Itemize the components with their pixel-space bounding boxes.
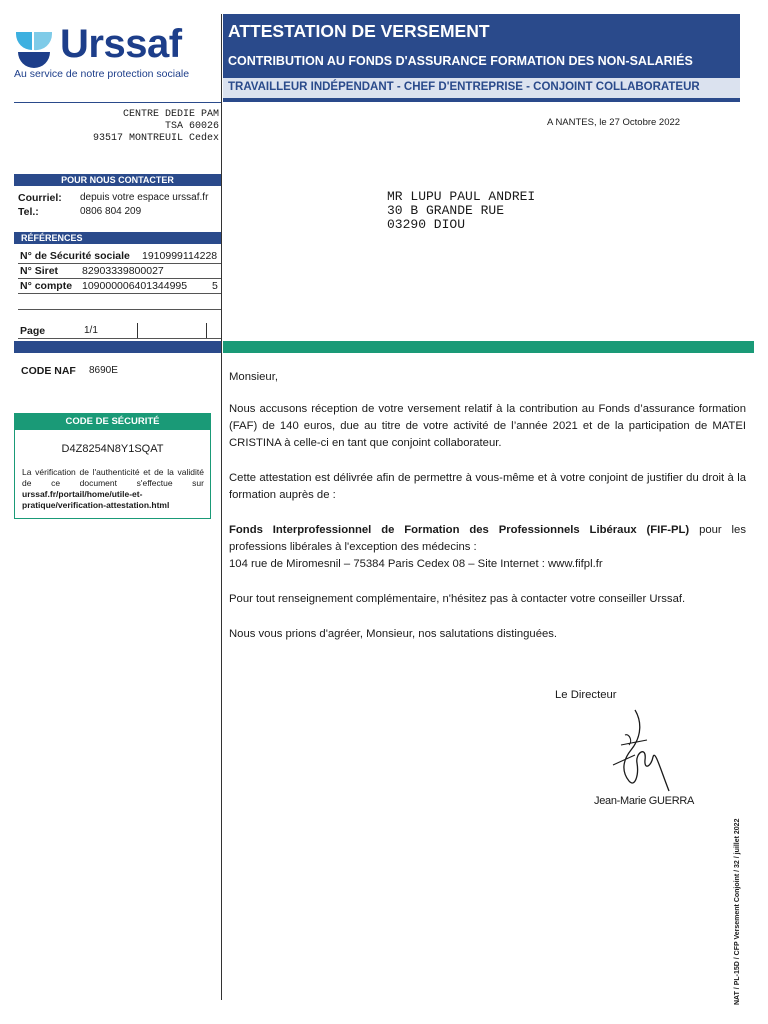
secu-value: 1910999114228 <box>142 250 218 262</box>
fund-description: pour les professions libérales à l'exception des médecins : <box>229 524 746 553</box>
left-separator-bar <box>14 341 221 353</box>
paragraph-1: Nous accusons réception de votre versement relatif à la contribution au Fonds d’assurance formation (FAF) de 140 euros, due au titre de votre activité de l’année 2021 et de la participation de MATEI CRISTINA à celle-ci en tant que conjoint collaborateur. <box>229 403 746 449</box>
column-divider <box>221 14 222 1000</box>
document-subtitle: CONTRIBUTION AU FONDS D'ASSURANCE FORMATION DES NON-SALARIÉS <box>228 54 693 68</box>
courriel-value: depuis votre espace urssaf.fr <box>80 192 209 203</box>
recipient-line-2: 30 B GRANDE RUE <box>387 203 505 218</box>
form-reference: NAT / PL-15D / CFP Versement Conjoint / 32 / juillet 2022 <box>734 818 741 1005</box>
compte-key: 5 <box>212 280 218 292</box>
urssaf-logo <box>14 24 214 84</box>
page-value: 1/1 <box>84 325 98 336</box>
security-code-box <box>14 413 211 519</box>
page-divider <box>206 323 207 338</box>
references-heading: RÉFÉRENCES <box>14 232 221 244</box>
ref-rule <box>18 278 221 279</box>
fund-address: 104 rue de Miromesnil – 75384 Paris Cedex 08 – Site Internet : www.fifpl.fr <box>229 558 603 570</box>
ref-rule <box>18 263 221 264</box>
security-description: La vérification de l'authenticité et de la validité de ce document s'effectue sur <box>22 467 204 488</box>
fund-name: Fonds Interprofessionnel de Formation des Professionnels Libéraux (FIF-PL) <box>229 524 690 536</box>
left-top-rule <box>14 102 221 103</box>
sender-line-2: TSA 60026 <box>164 121 219 132</box>
paragraph-4: Pour tout renseignement complémentaire, n'hésitez pas à contacter votre conseiller Urssaf. <box>229 593 686 605</box>
security-code: D4Z8254N8Y1SQAT <box>61 443 164 455</box>
page-divider <box>137 323 138 338</box>
recipient-address <box>387 190 535 232</box>
naf-label: CODE NAF <box>21 365 76 377</box>
right-separator-bar <box>223 341 754 353</box>
security-heading: CODE DE SÉCURITÉ <box>15 414 210 430</box>
document-title: ATTESTATION DE VERSEMENT <box>228 21 490 41</box>
naf-value: 8690E <box>89 365 118 376</box>
greeting: Monsieur, <box>229 371 278 383</box>
logo-wordmark: Urssaf <box>60 22 182 66</box>
signatory-name: Jean-Marie GUERRA <box>594 795 695 807</box>
signature-image <box>595 705 675 795</box>
signatory-title: Le Directeur <box>555 689 617 701</box>
logo-tagline: Au service de notre protection sociale <box>14 68 190 80</box>
secu-label: N° de Sécurité sociale <box>20 250 130 262</box>
page-label: Page <box>20 325 46 337</box>
compte-value: 109000006401344995 <box>82 280 188 292</box>
ref-rule <box>18 309 221 310</box>
ref-rule <box>18 338 221 339</box>
sender-line-3: 93517 MONTREUIL Cedex <box>92 133 219 144</box>
security-text <box>22 467 204 511</box>
date-place: A NANTES, le 27 Octobre 2022 <box>547 117 681 128</box>
contact-heading: POUR NOUS CONTACTER <box>14 174 221 186</box>
paragraph-2: Cette attestation est délivrée afin de permettre à vous-même et à votre conjoint de justifier du droit à la formation auprès de : <box>229 472 746 501</box>
recipient-line-1: MR LUPU PAUL ANDREI <box>387 189 536 204</box>
header-banner <box>223 14 740 102</box>
verification-link[interactable]: urssaf.fr/portail/home/utile-et-pratique/verification-attestation.html <box>22 489 170 510</box>
tel-label: Tel.: <box>18 206 39 218</box>
closing: Nous vous prions d'agréer, Monsieur, nos salutations distinguées. <box>229 628 558 640</box>
ref-rule <box>18 293 221 294</box>
siret-value: 82903339800027 <box>82 265 164 277</box>
tel-value: 0806 804 209 <box>80 206 142 217</box>
category-band <box>223 78 740 98</box>
compte-label: N° compte <box>20 280 73 292</box>
courriel-label: Courriel: <box>18 192 62 204</box>
siret-label: N° Siret <box>20 265 59 277</box>
paragraph-3 <box>229 522 746 556</box>
sender-line-1: CENTRE DEDIE PAM <box>122 109 219 120</box>
urssaf-logo-icon <box>14 28 54 68</box>
category-label: TRAVAILLEUR INDÉPENDANT - CHEF D'ENTREPRISE - CONJOINT COLLABORATEUR <box>228 81 700 93</box>
recipient-line-3: 03290 DIOU <box>387 217 466 232</box>
